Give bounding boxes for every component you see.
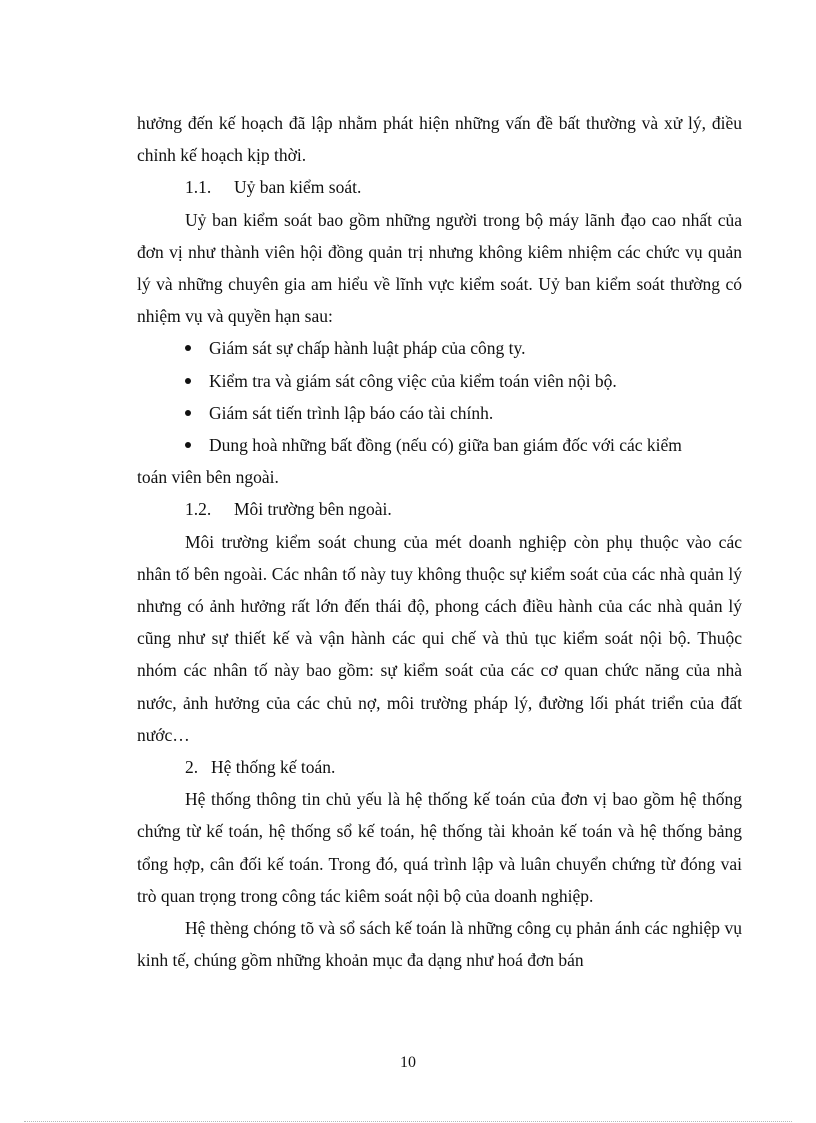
paragraph-he-thong: Hệ thống thông tin chủ yếu là hệ thống kế toán của đơn vị bao gồm hệ thống chứng từ kế toán, hệ thống sổ kế toán, hệ thống tài khoản kế toán và hệ thống bảng tổng hợp, cân đối kế toán. Trong đó, quá trình lập và luân chuyển chứng từ đóng vai trò quan trọng trong công tác kiêm soát nội bộ của doanh nghiệp. — [137, 789, 742, 906]
section-number: 1.2. — [185, 499, 212, 520]
page-number: 10 — [400, 1054, 416, 1071]
section-number: 2. — [185, 757, 199, 778]
list-item-text: Giám sát sự chấp hành luật pháp của công ty. — [209, 338, 526, 359]
section-number: 1.1. — [185, 177, 212, 198]
list-item — [137, 429, 742, 493]
paragraph-intro: hưởng đến kế hoạch đã lập nhằm phát hiện những vấn đề bất thường và xử lý, điều chỉnh kế hoạch kịp thời. — [137, 113, 742, 166]
bullet-icon — [185, 442, 191, 448]
section-title: Môi trường bên ngoài. — [234, 499, 392, 520]
list-item — [137, 397, 742, 429]
list-item-text: Kiểm tra và giám sát công việc của kiểm toán viên nội bộ. — [209, 370, 617, 391]
paragraph-chung-tu: Hệ thèng chóng tõ và sổ sách kế toán là những công cụ phản ánh các nghiệp vụ kinh tế, chúng gồm những khoản mục đa dạng như hoá đơn bán — [137, 918, 742, 971]
list-item-text: Dung hoà những bất đồng (nếu có) giữa ban giám đốc với các kiểm — [209, 435, 682, 456]
document-body — [137, 107, 742, 976]
list-item — [137, 332, 742, 364]
list-item — [137, 365, 742, 397]
bullet-list — [137, 332, 742, 493]
paragraph-uy-ban: Uỷ ban kiểm soát bao gồm những người trong bộ máy lãnh đạo cao nhất của đơn vị như thành viên hội đồng quản trị nhưng không kiêm nhiệm các chức vụ quản lý và những chuyên gia am hiểu về lĩnh vực kiểm soát. Uỷ ban kiểm soát thường có nhiệm vụ và quyền hạn sau: — [137, 209, 742, 327]
section-title: Uỷ ban kiểm soát. — [234, 177, 362, 198]
bullet-icon — [185, 345, 191, 351]
bullet-icon — [185, 410, 191, 416]
section-heading-1-2 — [137, 493, 742, 525]
list-item-text: Giám sát tiến trình lập báo cáo tài chính. — [209, 402, 494, 423]
paragraph-moi-truong: Môi trường kiểm soát chung của mét doanh nghiệp còn phụ thuộc vào các nhân tố bên ngoài. Các nhân tố này tuy không thuộc sự kiểm soát của các nhà quản lý nhưng có ảnh hưởng rất lớn đến thái độ, phong cách điều hành của các nhà quản lý cũng như sự thiết kế và vận hành các qui chế và thủ tục kiểm soát nội bộ. Thuộc nhóm các nhân tố này bao gồm: sự kiểm soát của các cơ quan chức năng của nhà nước, ảnh hưởng của các chủ nợ, môi trường pháp lý, đường lối phát triển của đất nước… — [137, 531, 742, 745]
page-bottom-divider — [24, 1121, 792, 1122]
list-item-text-continued: toán viên bên ngoài. — [137, 467, 279, 488]
section-heading-2 — [137, 751, 742, 783]
section-heading-1-1 — [137, 171, 742, 203]
section-title: Hệ thống kế toán. — [211, 757, 336, 778]
bullet-icon — [185, 378, 191, 384]
